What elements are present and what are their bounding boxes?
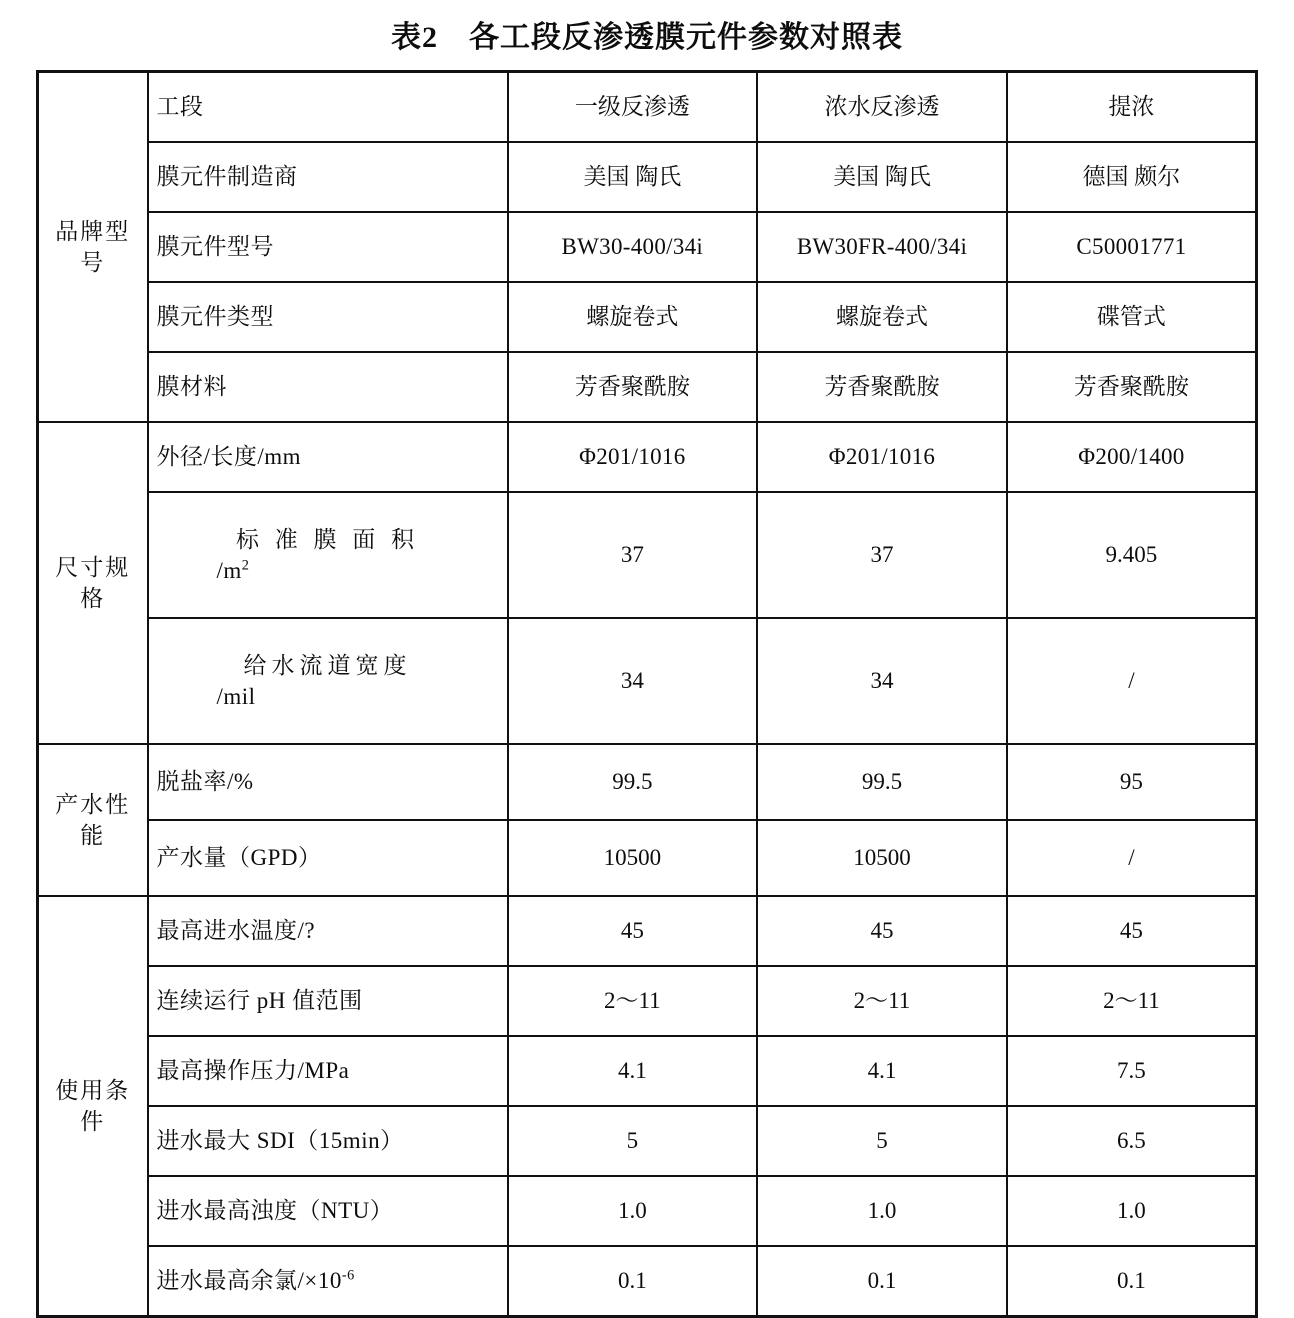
row-value: 芳香聚酰胺 xyxy=(508,352,758,422)
row-label: 脱盐率/% xyxy=(148,744,508,820)
row-value: 4.1 xyxy=(508,1036,758,1106)
row-value: 1.0 xyxy=(1007,1176,1257,1246)
row-value: 45 xyxy=(757,896,1007,966)
row-label: 最高进水温度/? xyxy=(148,896,508,966)
row-label: 进水最高浊度（NTU） xyxy=(148,1176,508,1246)
row-value: 碟管式 xyxy=(1007,282,1257,352)
row-value: C50001771 xyxy=(1007,212,1257,282)
row-value: 5 xyxy=(508,1106,758,1176)
table-row xyxy=(38,282,1257,352)
table-row xyxy=(38,422,1257,492)
row-label: 外径/长度/mm xyxy=(148,422,508,492)
row-label-line1: 给水流道宽度 xyxy=(243,652,412,678)
row-value: 芳香聚酰胺 xyxy=(757,352,1007,422)
row-value: 6.5 xyxy=(1007,1106,1257,1176)
row-label-line1: 标 准 膜 面 积 xyxy=(236,526,419,552)
row-value: 95 xyxy=(1007,744,1257,820)
row-value: 0.1 xyxy=(1007,1246,1257,1317)
table-row xyxy=(38,966,1257,1036)
row-label-line2: $/m^2$ xyxy=(216,557,250,583)
row-value: 9.405 xyxy=(1007,492,1257,618)
table-row xyxy=(38,618,1257,744)
row-value: 10500 xyxy=(508,820,758,896)
row-value: 5 xyxy=(757,1106,1007,1176)
row-value: 德国 颇尔 xyxy=(1007,142,1257,212)
group-label-brand: 品牌型号 xyxy=(38,72,148,423)
row-value: / xyxy=(1007,618,1257,744)
row-value: 4.1 xyxy=(757,1036,1007,1106)
row-label-line2: /mil xyxy=(216,684,256,709)
row-label xyxy=(148,618,508,744)
table-row xyxy=(38,142,1257,212)
parameter-comparison-table xyxy=(36,70,1258,1318)
row-value: 99.5 xyxy=(757,744,1007,820)
row-value: Φ201/1016 xyxy=(508,422,758,492)
row-value: Φ201/1016 xyxy=(757,422,1007,492)
table-row xyxy=(38,1106,1257,1176)
row-label: 膜元件型号 xyxy=(148,212,508,282)
row-value: 7.5 xyxy=(1007,1036,1257,1106)
row-label xyxy=(148,492,508,618)
row-value: 1.0 xyxy=(757,1176,1007,1246)
row-value: 0.1 xyxy=(757,1246,1007,1317)
row-value: 10500 xyxy=(757,820,1007,896)
table-row xyxy=(38,492,1257,618)
table-row xyxy=(38,1176,1257,1246)
row-value: 一级反渗透 xyxy=(508,72,758,143)
row-value: 45 xyxy=(508,896,758,966)
row-value: 螺旋卷式 xyxy=(508,282,758,352)
table-row xyxy=(38,72,1257,143)
row-value: BW30-400/34i xyxy=(508,212,758,282)
table-row xyxy=(38,1036,1257,1106)
row-value: 浓水反渗透 xyxy=(757,72,1007,143)
table-row xyxy=(38,212,1257,282)
table-row xyxy=(38,1246,1257,1317)
group-label-usage-conditions: 使用条件 xyxy=(38,896,148,1317)
row-value: 37 xyxy=(757,492,1007,618)
row-label: 连续运行 pH 值范围 xyxy=(148,966,508,1036)
table-row xyxy=(38,820,1257,896)
table-row xyxy=(38,744,1257,820)
row-value: 螺旋卷式 xyxy=(757,282,1007,352)
row-value: 2～11 xyxy=(508,966,758,1036)
row-value: 芳香聚酰胺 xyxy=(1007,352,1257,422)
group-label-size: 尺寸规格 xyxy=(38,422,148,744)
row-value: 37 xyxy=(508,492,758,618)
row-label: 最高操作压力/MPa xyxy=(148,1036,508,1106)
row-value: Φ200/1400 xyxy=(1007,422,1257,492)
row-label: 产水量（GPD） xyxy=(148,820,508,896)
row-value: 34 xyxy=(508,618,758,744)
row-value: 2～11 xyxy=(1007,966,1257,1036)
row-value: 45 xyxy=(1007,896,1257,966)
row-value: 美国 陶氏 xyxy=(508,142,758,212)
row-value: / xyxy=(1007,820,1257,896)
row-label: 膜元件类型 xyxy=(148,282,508,352)
row-value: BW30FR-400/34i xyxy=(757,212,1007,282)
group-label-water-performance: 产水性能 xyxy=(38,744,148,896)
row-label: 进水最大 SDI（15min） xyxy=(148,1106,508,1176)
table-row xyxy=(38,896,1257,966)
row-label: 膜材料 xyxy=(148,352,508,422)
row-label: 工段 xyxy=(148,72,508,143)
row-value: 美国 陶氏 xyxy=(757,142,1007,212)
row-value: 99.5 xyxy=(508,744,758,820)
table-row xyxy=(38,352,1257,422)
row-label: 进水最高余氯$/\times 10^{-6}$ xyxy=(148,1246,508,1317)
row-value: 提浓 xyxy=(1007,72,1257,143)
row-label: 膜元件制造商 xyxy=(148,142,508,212)
page-title: 表2 各工段反渗透膜元件参数对照表 xyxy=(391,21,903,54)
row-value: 34 xyxy=(757,618,1007,744)
row-value: 1.0 xyxy=(508,1176,758,1246)
row-value: 2～11 xyxy=(757,966,1007,1036)
row-value: 0.1 xyxy=(508,1246,758,1317)
